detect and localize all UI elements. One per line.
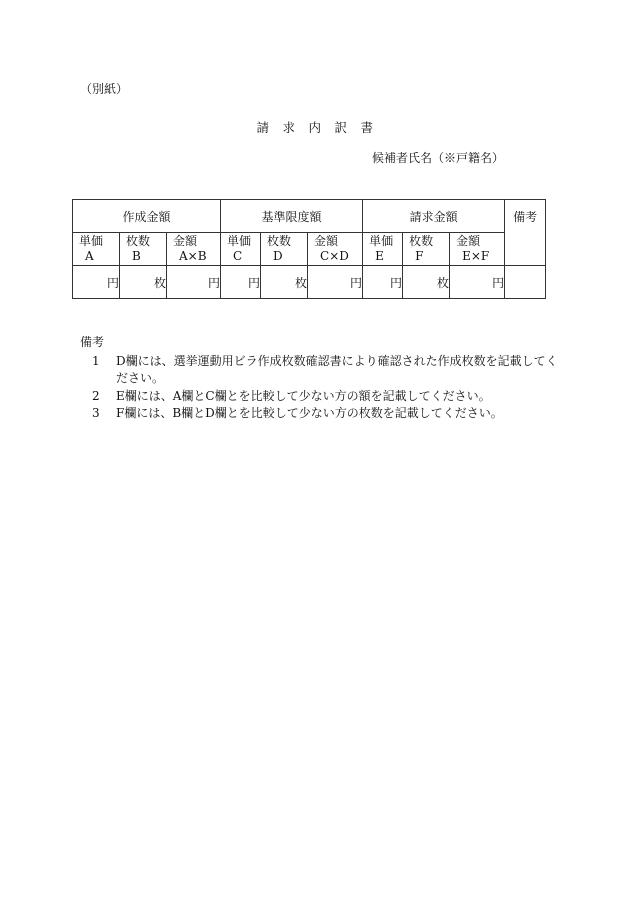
note-number: 1 [92, 353, 100, 368]
attachment-label: （別紙） [80, 82, 129, 96]
count-d-cell: 枚 [261, 266, 308, 299]
note-text: E欄には、A欄とC欄とを比較して少ない方の額を記載してください。 [116, 388, 491, 403]
amount-ab-cell: 円 [167, 266, 221, 299]
sub-header-row [73, 233, 546, 266]
group-header-remarks: 備考 [505, 200, 546, 266]
subheader-cell: 枚数 B [120, 233, 167, 266]
note-text: F欄には、B欄とD欄とを比較して少ない方の枚数を記載してください。 [116, 406, 503, 420]
unit-price-e-cell: 円 [363, 266, 403, 299]
subheader-cell: 枚数 D [261, 233, 308, 266]
value-row [73, 266, 546, 299]
subheader-cell: 金額 E×F [450, 233, 505, 266]
note-item [80, 353, 560, 388]
group-header-creation-amount: 作成金額 [73, 200, 221, 233]
note-text: D欄には、選挙運動用ビラ作成枚数確認書により確認された作成枚数を記載してください。 [116, 353, 558, 385]
subheader-cell: 枚数 F [403, 233, 450, 266]
subheader-cell: 金額 A×B [167, 233, 221, 266]
notes-section [80, 334, 560, 423]
note-item [80, 388, 560, 406]
document-title: 請 求 内 訳 書 [256, 120, 374, 135]
subheader-cell: 金額 C×D [308, 233, 363, 266]
subheader-cell: 単価 A [73, 233, 120, 266]
notes-title: 備考 [80, 335, 105, 349]
note-number: 2 [92, 388, 100, 403]
group-header-standard-limit: 基準限度額 [221, 200, 363, 233]
amount-cd-cell: 円 [308, 266, 363, 299]
count-b-cell: 枚 [120, 266, 167, 299]
candidate-name-label: 候補者氏名（※戸籍名） [372, 151, 505, 165]
remarks-cell [505, 266, 546, 299]
note-number: 3 [92, 406, 100, 420]
subheader-cell: 単価 E [363, 233, 403, 266]
unit-price-a-cell: 円 [73, 266, 120, 299]
amount-ef-cell: 円 [450, 266, 505, 299]
group-header-row [73, 200, 546, 233]
group-header-claim-amount: 請求金額 [363, 200, 505, 233]
subheader-cell: 単価 C [221, 233, 261, 266]
unit-price-c-cell: 円 [221, 266, 261, 299]
claim-breakdown-table [72, 199, 546, 299]
count-f-cell: 枚 [403, 266, 450, 299]
note-item [80, 405, 560, 423]
